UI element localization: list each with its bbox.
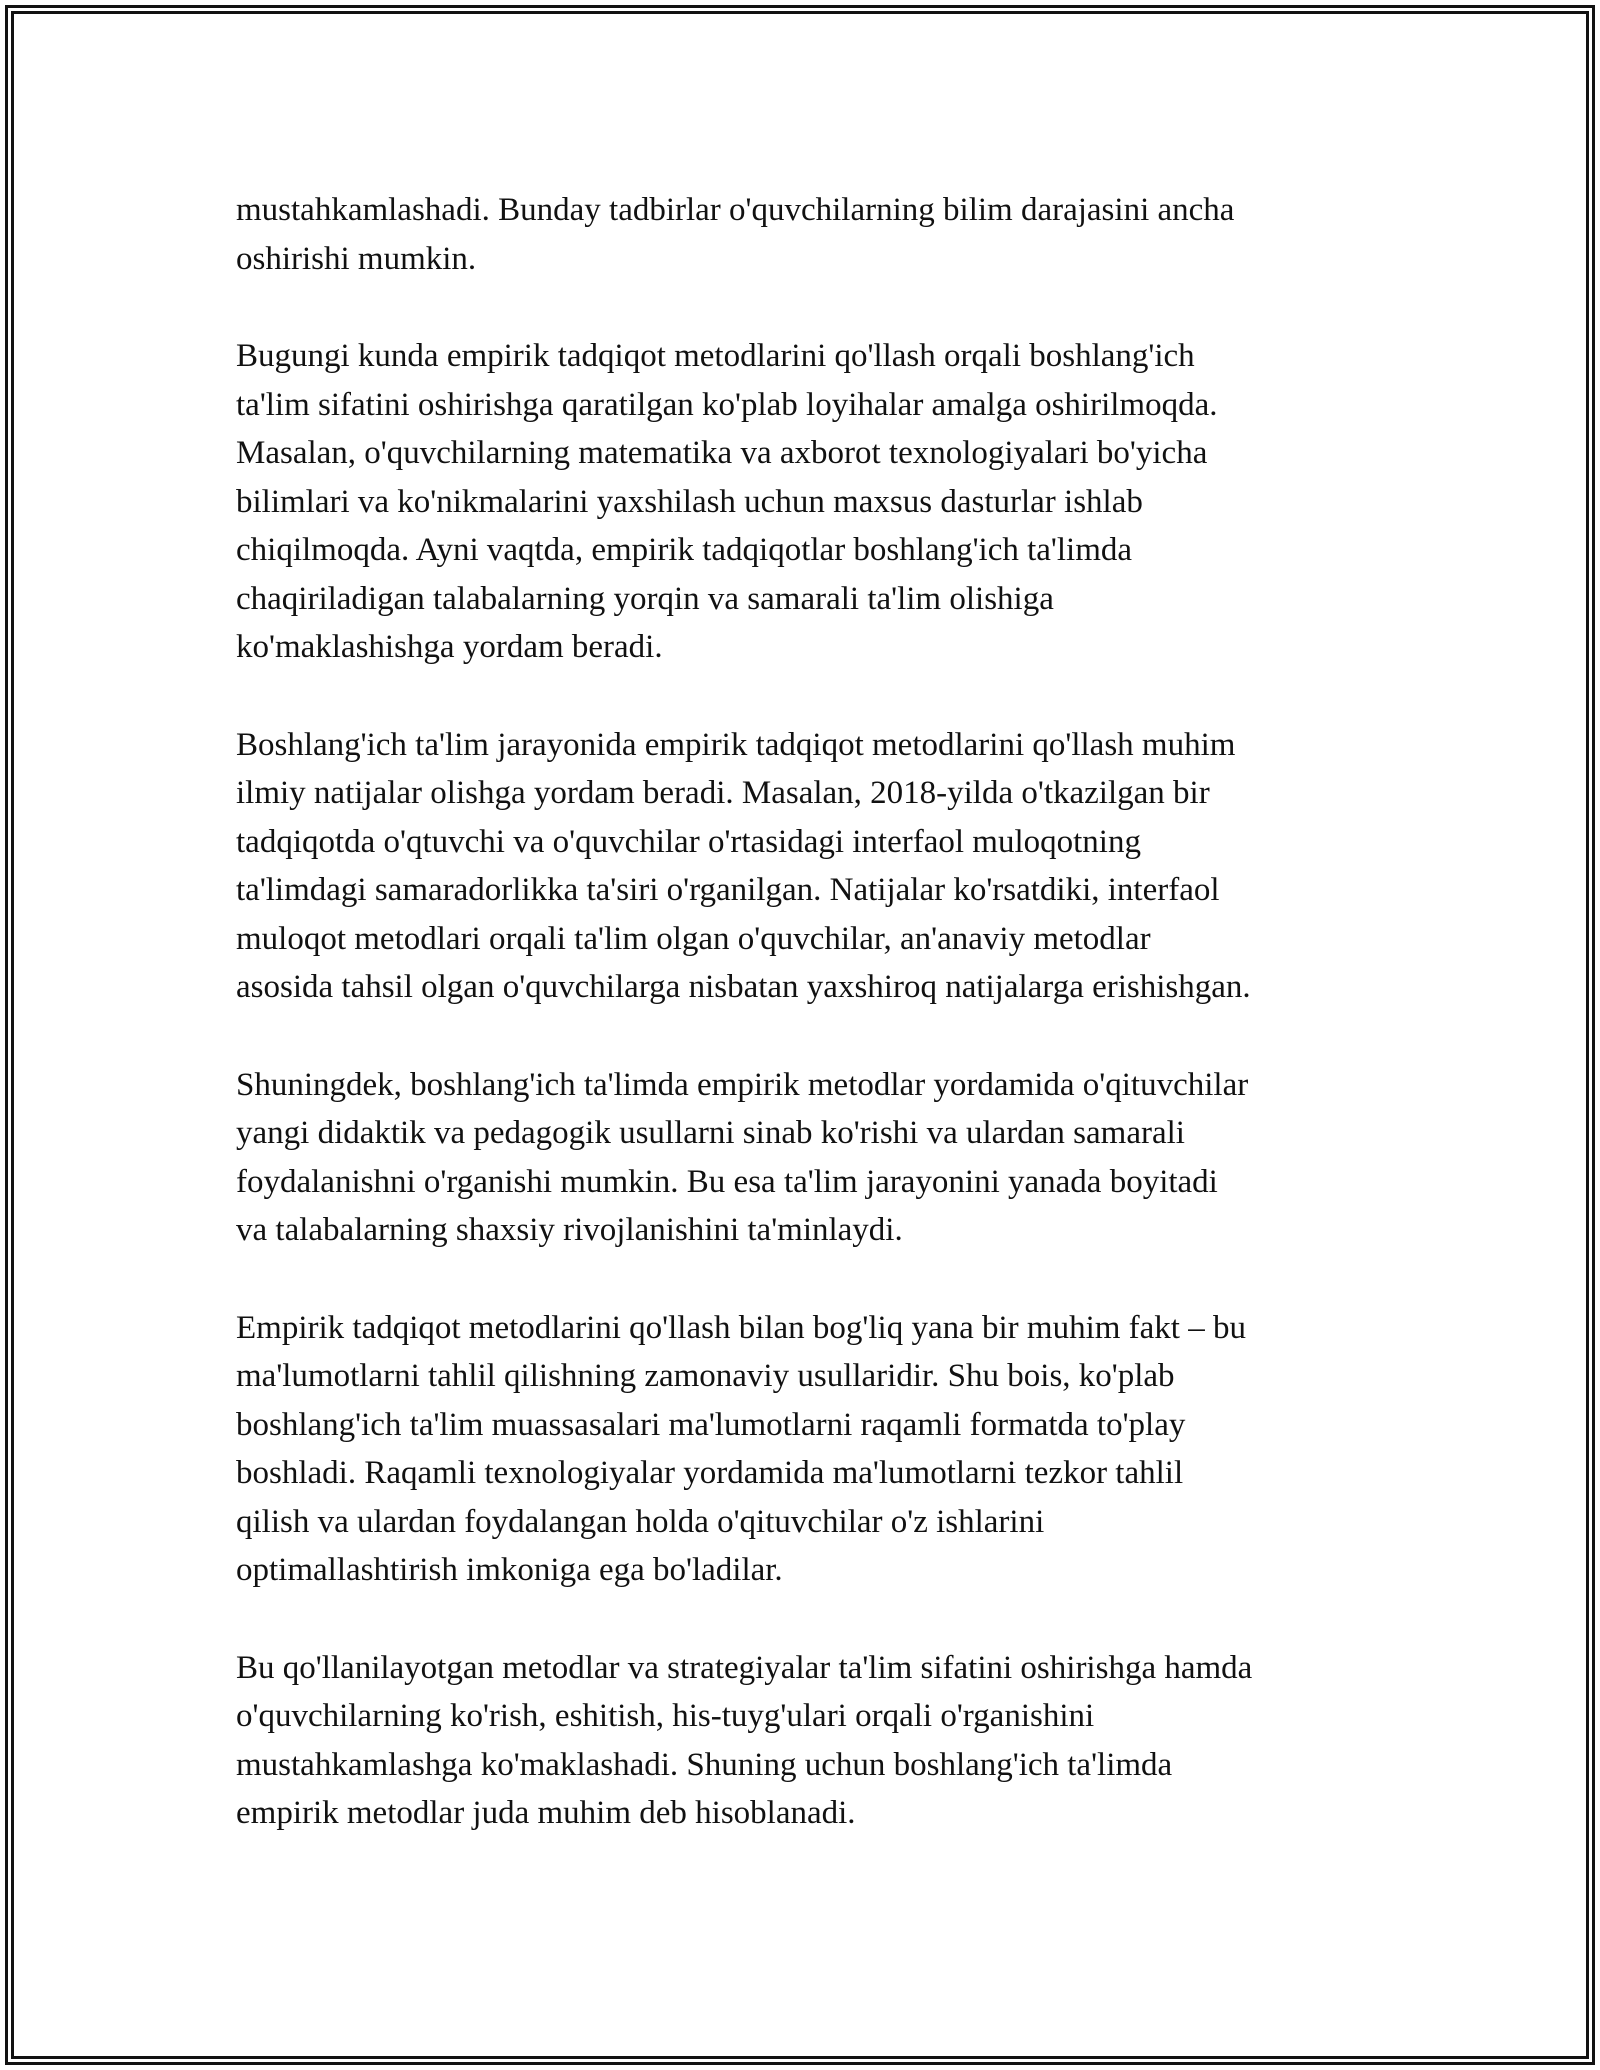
text-line: empirik metodlar juda muhim deb hisoblanadi. — [236, 1795, 856, 1831]
text-line: ko'maklashishga yordam beradi. — [236, 629, 663, 665]
paragraph-3 — [236, 721, 1376, 1012]
text-line: muloqot metodlari orqali ta'lim olgan o'quvchilar, an'anaviy metodlar — [236, 920, 1151, 957]
text-line: Shuningdek, boshlang'ich ta'limda empirik metodlar yordamida o'qituvchilar — [236, 1066, 1249, 1103]
text-line: Bugungi kunda empirik tadqiqot metodlarini qo'llash orqali boshlang'ich — [236, 338, 1195, 374]
text-line: chiqilmoqda. Ayni vaqtda, empirik tadqiqotlar boshlang'ich ta'limda — [236, 532, 1133, 568]
text-line: ilmiy natijalar olishga yordam beradi. Masalan, 2018-yilda o'tkazilgan bir — [236, 775, 1210, 811]
text-line: o'quvchilarning ko'rish, eshitish, his-tuyg'ulari orqali o'rganishini — [236, 1698, 1095, 1734]
text-line: tadqiqotda o'qtuvchi va o'quvchilar o'rtasidagi interfaol muloqotning — [236, 823, 1141, 860]
paragraph-1 — [236, 186, 1376, 283]
text-line: boshladi. Raqamli texnologiyalar yordamida ma'lumotlarni tezkor tahlil — [236, 1455, 1184, 1491]
text-line: mustahkamlashadi. Bunday tadbirlar o'quvchilarning bilim darajasini ancha — [236, 192, 1235, 228]
text-line: ta'lim sifatini oshirishga qaratilgan ko'plab loyihalar amalga oshirilmoqda. — [236, 386, 1218, 423]
text-line: Masalan, o'quvchilarning matematika va axborot texnologiyalari bo'yicha — [236, 435, 1208, 471]
text-line: ma'lumotlarni tahlil qilishning zamonaviy usullaridir. Shu bois, ko'plab — [236, 1358, 1175, 1394]
text-line: foydalanishni o'rganishi mumkin. Bu esa ta'lim jarayonini yanada boyitadi — [236, 1163, 1218, 1200]
paragraph-5 — [236, 1304, 1376, 1595]
paragraph-2 — [236, 332, 1376, 672]
text-line: boshlang'ich ta'lim muassasalari ma'lumotlarni raqamli formatda to'play — [236, 1406, 1186, 1443]
text-line: yangi didaktik va pedagogik usullarni sinab ko'rishi va ulardan samarali — [236, 1115, 1185, 1151]
text-line: mustahkamlashga ko'maklashadi. Shuning uchun boshlang'ich ta'limda — [236, 1746, 1173, 1783]
text-line: asosida tahsil olgan o'quvchilarga nisbatan yaxshiroq natijalarga erishishgan. — [236, 969, 1251, 1005]
paragraph-4 — [236, 1061, 1376, 1255]
text-line: Bu qo'llanilayotgan metodlar va strategiyalar ta'lim sifatini oshirishga hamda — [236, 1649, 1253, 1686]
text-line: oshirishi mumkin. — [236, 240, 477, 277]
text-line: chaqiriladigan talabalarning yorqin va samarali ta'lim olishiga — [236, 580, 1054, 617]
text-line: optimallashtirish imkoniga ega bo'ladilar. — [236, 1552, 783, 1588]
text-line: bilimlari va ko'nikmalarini yaxshilash uchun maxsus dasturlar ishlab — [236, 483, 1143, 520]
text-line: ta'limdagi samaradorlikka ta'siri o'rganilgan. Natijalar ko'rsatdiki, interfaol — [236, 872, 1220, 908]
document-body — [236, 186, 1376, 1838]
paragraph-6 — [236, 1644, 1376, 1838]
text-line: Empirik tadqiqot metodlarini qo'llash bilan bog'liq yana bir muhim fakt – bu — [236, 1309, 1246, 1346]
text-line: va talabalarning shaxsiy rivojlanishini ta'minlaydi. — [236, 1212, 903, 1248]
text-line: qilish va ulardan foydalangan holda o'qituvchilar o'z ishlarini — [236, 1503, 1045, 1540]
text-line: Boshlang'ich ta'lim jarayonida empirik tadqiqot metodlarini qo'llash muhim — [236, 726, 1236, 763]
